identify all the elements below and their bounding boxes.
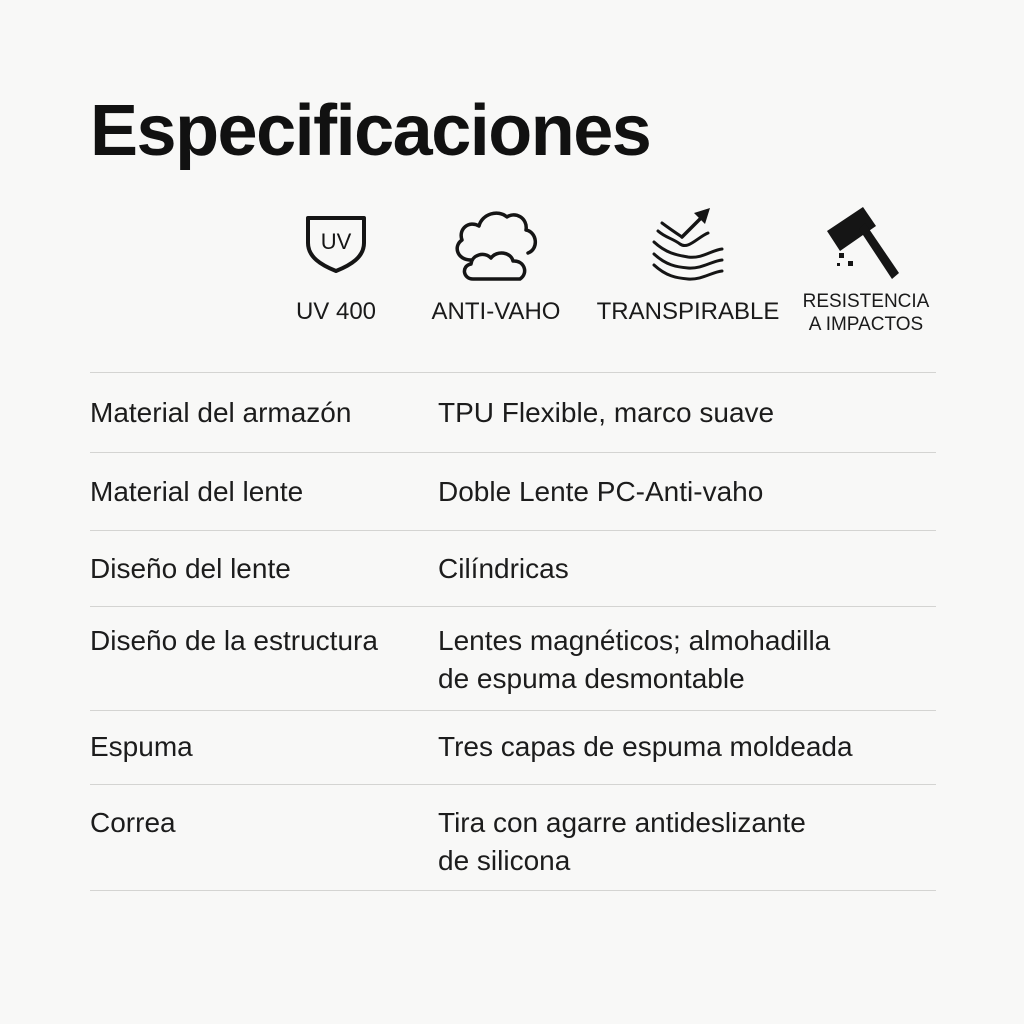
spec-value: Cilíndricas: [438, 553, 569, 584]
feature-icons: [0, 205, 1024, 345]
spec-value: Doble Lente PC-Anti-vaho: [438, 476, 764, 507]
spec-key: Material del lente: [90, 476, 304, 507]
spec-key: Diseño de la estructura: [90, 625, 378, 656]
airflow-icon: [648, 205, 728, 285]
spec-value: Tres capas de espuma moldeada: [438, 731, 853, 762]
feature-label-transpirable: TRANSPIRABLE: [596, 298, 780, 325]
uv-shield-icon: [301, 205, 371, 275]
spec-key: Correa: [90, 807, 176, 838]
spec-row: [90, 785, 936, 891]
spec-row: [90, 453, 936, 531]
spec-value: Tira con agarre antideslizante de silicona: [438, 807, 806, 876]
spec-row: [90, 373, 936, 453]
spec-key: Material del armazón: [90, 397, 352, 428]
spec-row: [90, 711, 936, 785]
feature-label-resistencia-impactos: RESISTENCIA A IMPACTOS: [802, 291, 930, 335]
cloud-icon: [451, 205, 541, 285]
page-title: Especificaciones: [90, 91, 651, 171]
feature-label-uv400: UV 400: [295, 298, 377, 325]
feature-transpirable: [588, 205, 788, 325]
hammer-icon: [821, 205, 911, 285]
spec-row: [90, 531, 936, 607]
feature-resistencia-impactos: [766, 205, 966, 337]
spec-row: [90, 607, 936, 711]
feature-anti-vaho: [396, 205, 596, 325]
spec-value: TPU Flexible, marco suave: [438, 397, 775, 428]
specs-table: [90, 372, 936, 891]
uv-icon-text: UV: [320, 229, 352, 254]
feature-label-anti-vaho: ANTI-VAHO: [431, 298, 561, 325]
spec-value: Lentes magnéticos; almohadilla de espuma desmontable: [438, 625, 831, 694]
spec-key: Diseño del lente: [90, 553, 291, 584]
spec-key: Espuma: [90, 731, 193, 762]
